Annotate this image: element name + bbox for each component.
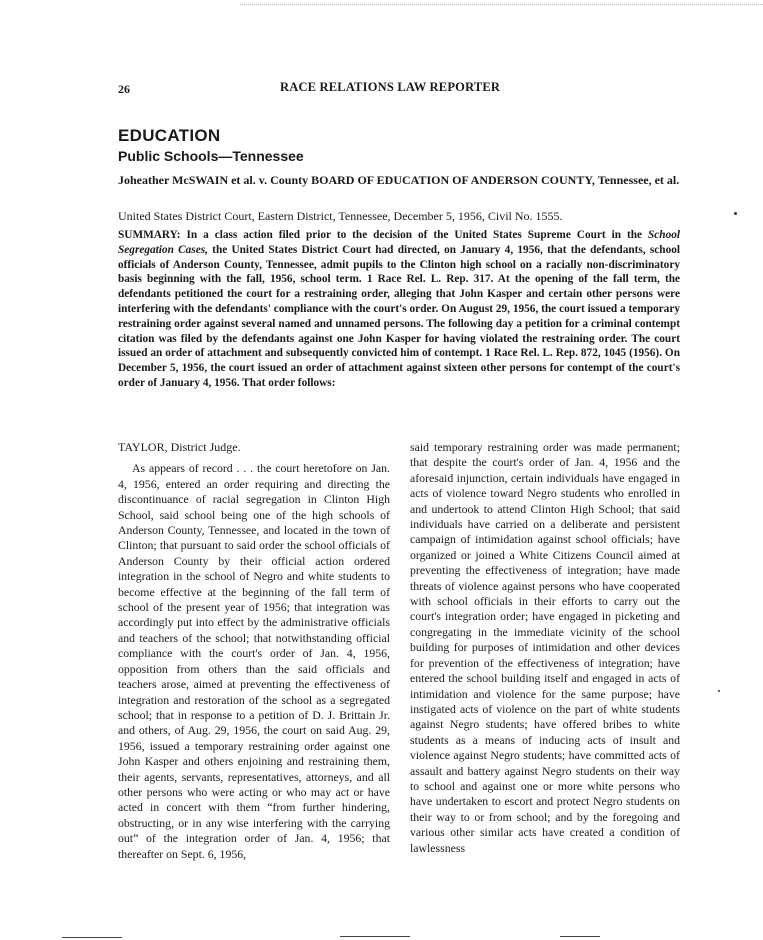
summary-italic-case-name: School Segregation Cases, <box>118 229 680 256</box>
case-caption: Joheather McSWAIN et al. v. County BOARD OF EDUCATION OF ANDERSON COUNTY, Tennessee, et al. <box>118 173 680 187</box>
court-line: United States District Court, Eastern District, Tennessee, December 5, 1956, Civil No. 1555. <box>118 209 563 223</box>
subsection-title: Public Schools—Tennessee <box>118 148 304 164</box>
opinion-right-column <box>410 440 680 856</box>
page-number: 26 <box>118 82 130 96</box>
summary-text-1: In a class action filed prior to the decision of the United States Supreme Court in the <box>180 229 648 241</box>
summary-label: SUMMARY: <box>118 229 181 241</box>
opinion-paragraph-left: As appears of record . . . the court heretofore on Jan. 4, 1956, entered an order requiring and directing the discontinuance of racial segregation in Clinton High School, said school being one of the high schools of Anderson County, Tennessee, and located in the town of Clinton; that pursuant to said order the school officials of Anderson County by their official action ordered integration in the school of Negro and white students to become effective at the beginning of the fall term of school of the present year of 1956; that integration was accordingly put into effect by the administrative officials and teachers of the school; that notwithstanding official compliance with the court's order of Jan. 4, 1956, opposition from others than the said officials and teachers arose, aimed at preventing the effectiveness of integration and restoration of the school as a segregated school; that in response to a petition of D. J. Brittain Jr. and others, of Aug. 29, 1956, the court on said Aug. 29, 1956, issued a temporary restraining order against one John Kasper and others enjoining and restraining them, their agents, servants, representatives, attorneys, and all other persons who were acting or who may act or have acted in concert with them “from further hindering, obstructing, or in any wise interfering with the carrying out” of the integration order of Jan. 4, 1956; that thereafter on Sept. 6, 1956, <box>118 461 390 861</box>
scan-speck <box>718 690 720 692</box>
opinion-left-column <box>118 440 390 862</box>
opinion-paragraph-right: said temporary restraining order was made permanent; that despite the court's order of Jan. 4, 1956 and the aforesaid injunction, certain individuals have engaged in acts of violence toward Negro students who enrolled in and undertook to attend Clinton High School; that said individuals have carried on a deliberate and persistent campaign of intimidation against school officials; have organized or joined a White Citizens Council aimed at preventing the effectiveness of integration; have made threats of violence against persons who have cooperated with school officials in their efforts to carry out the court's integration order; have engaged in picketing and congregating in the immediate vicinity of the school building for purposes of intimidation and other devices for prevention of the effectiveness of integration; have entered the school building itself and engaged in acts of intimidation and violence for the same purpose; have instigated acts of violence on the part of white students against Negro students; have offered bribes to white students as a means of inducing acts of insult and violence against Negro students; have committed acts of assault and battery against Negro students on their way to school and against one or more white persons who have undertaken to escort and protect Negro students on their way to or from school; and by the foregoing and various other similar acts have created a condition of lawlessness <box>410 440 680 855</box>
judge-name: TAYLOR, District Judge. <box>118 440 241 454</box>
bottom-scan-edge <box>340 936 410 937</box>
section-title: EDUCATION <box>118 126 221 145</box>
bottom-scan-edge <box>560 936 600 937</box>
summary-text-2: the United States District Court had directed, on January 4, 1956, that the defendants, school officials of Anderson County, Tennessee, admit pupils to the Clinton high school on a racially non-discriminatory basis beginning with the fall, 1956, school term. 1 Race Rel. L. Rep. 317. At the opening of the fall term, the defendants petitioned the court for a restraining order, alleging that John Kasper and certain other persons were interfering with the defendants' compliance with the court's order. On August 29, 1956, the court issued a temporary restraining order against several named and unnamed persons. The following day a petition for a criminal contempt citation was filed by the defendants against one John Kasper for having violated the restraining order. The court issued an order of attachment and subsequently convicted him of contempt. 1 Race Rel. L. Rep. 872, 1045 (1956). On December 5, 1956, the court issued an order of attachment against sixteen other persons for contempt of the court's order of January 4, 1956. That order follows: <box>118 243 681 389</box>
scan-speck <box>734 212 737 215</box>
top-scan-edge <box>240 4 763 5</box>
running-head: RACE RELATIONS LAW REPORTER <box>280 80 501 94</box>
bottom-scan-edge <box>62 937 122 938</box>
summary-paragraph <box>118 228 680 391</box>
